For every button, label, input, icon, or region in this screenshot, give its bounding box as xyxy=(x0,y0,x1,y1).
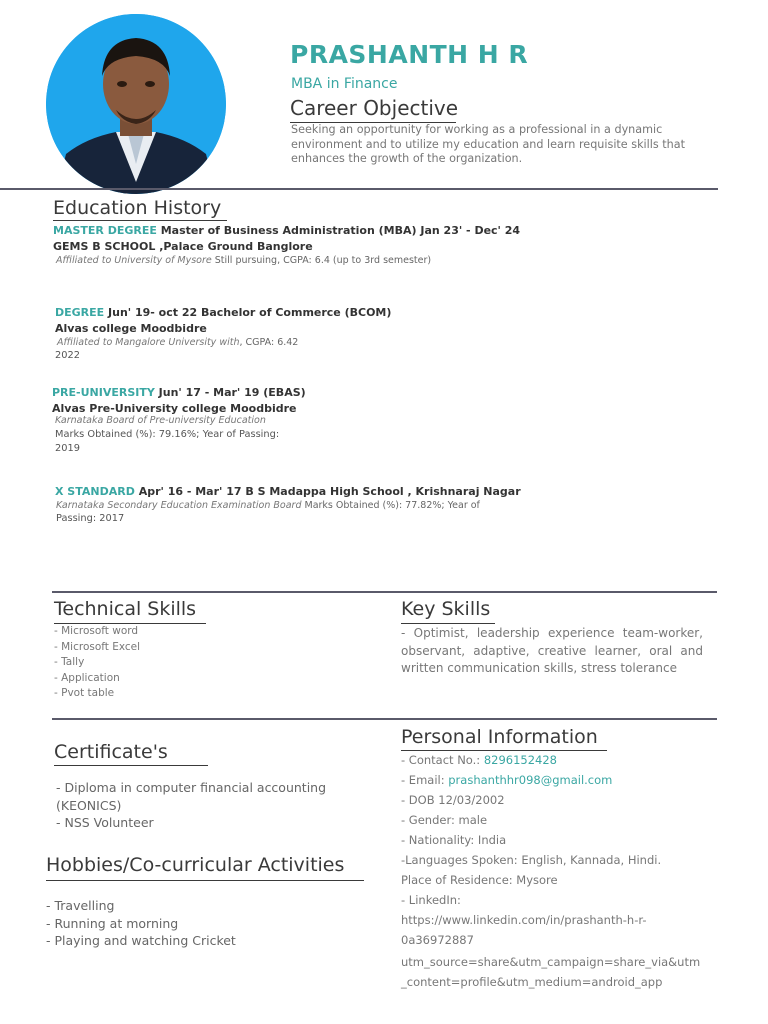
education-affiliation: Affiliated to Mangalore University with, CGPA: 6.42 xyxy=(57,337,299,348)
list-item: - Application xyxy=(54,671,120,684)
list-item: - Microsoft Excel xyxy=(54,640,141,653)
key-skills-underline xyxy=(401,623,495,624)
education-label: DEGREE xyxy=(55,306,105,319)
education-entry-degree-heading xyxy=(55,306,391,319)
skills-divider xyxy=(52,591,717,593)
education-label: MASTER DEGREE xyxy=(53,224,157,237)
key-skills-title: Key Skills xyxy=(401,598,491,620)
education-institution: Alvas college Moodbidre xyxy=(55,322,207,335)
education-affiliation: Karnataka Secondary Education Examination Board Marks Obtained (%): 77.82%; Year of xyxy=(56,500,480,511)
personal-info-title: Personal Information xyxy=(401,726,598,748)
education-marks: Marks Obtained (%): 79.16%; Year of Passing: xyxy=(55,429,280,440)
education-detail: Apr' 16 - Mar' 17 B S Madappa High School , Krishnaraj Nagar xyxy=(134,485,521,498)
career-objective-text: Seeking an opportunity for working as a professional in a dynamic environment and to utilize my education and learn requisite skills that enhances the growth of the organization. xyxy=(291,123,685,165)
list-item: - Running at morning xyxy=(46,915,179,931)
education-title-underline xyxy=(53,220,227,221)
dob: - DOB 12/03/2002 xyxy=(401,793,505,807)
personal-info-underline xyxy=(401,750,607,751)
certificates-list xyxy=(56,779,356,832)
list-item: - Travelling xyxy=(46,898,115,913)
email: - Email: prashanthhr098@gmail.com xyxy=(401,773,613,787)
bottom-divider xyxy=(52,718,717,720)
technical-skills-list xyxy=(54,624,140,702)
list-item: - NSS Volunteer xyxy=(56,815,154,830)
hobbies-list xyxy=(46,897,236,950)
education-year: 2022 xyxy=(55,350,80,361)
certificates-underline xyxy=(54,765,208,766)
contact-number: - Contact No.: 8296152428 xyxy=(401,753,557,767)
candidate-subtitle: MBA in Finance xyxy=(291,76,398,92)
education-institution: Alvas Pre-University college Moodbidre xyxy=(52,402,297,415)
education-detail: Master of Business Administration (MBA) Jan 23' - Dec' 24 xyxy=(156,224,521,237)
list-item: - Tally xyxy=(54,656,85,668)
phone-link[interactable]: 8296152428 xyxy=(483,753,557,767)
email-link[interactable]: prashanthhr098@gmail.com xyxy=(448,773,613,787)
list-item: - Pvot table xyxy=(54,687,115,699)
education-year: Passing: 2017 xyxy=(56,513,125,524)
education-label: X STANDARD xyxy=(55,485,135,498)
career-objective-title: Career Objective xyxy=(290,96,459,120)
profile-photo xyxy=(46,14,226,194)
list-item: - Diploma in computer financial accounting (KEONICS) xyxy=(56,780,327,813)
header-divider xyxy=(0,188,718,190)
nationality: - Nationality: India xyxy=(401,833,507,847)
hobbies-title: Hobbies/Co-curricular Activities xyxy=(46,854,345,876)
languages: -Languages Spoken: English, Kannada, Hindi. xyxy=(401,853,662,867)
education-entry-master-heading xyxy=(53,224,520,237)
candidate-name: PRASHANTH H R xyxy=(290,40,529,69)
education-entry-pu-heading xyxy=(52,386,306,399)
linkedin-url-line[interactable]: utm_source=share&utm_campaign=share_via&utm xyxy=(401,955,701,969)
residence: Place of Residence: Mysore xyxy=(401,873,558,887)
education-entry-x-heading xyxy=(55,485,521,498)
education-institution: GEMS B SCHOOL ,Palace Ground Banglore xyxy=(53,240,313,253)
education-label: PRE-UNIVERSITY xyxy=(52,386,155,399)
certificates-title: Certificate's xyxy=(54,741,168,763)
linkedin-url-line[interactable]: 0a36972887 xyxy=(401,933,474,947)
linkedin-url-line[interactable]: _content=profile&utm_medium=android_app xyxy=(401,975,663,989)
key-skills-text: - Optimist, leadership experience team-worker, observant, adaptive, creative learner, oral and written communication skills, stress tolerance xyxy=(401,626,703,675)
hobbies-underline xyxy=(46,880,364,881)
education-affiliation: Affiliated to University of Mysore Still pursuing, CGPA: 6.4 (up to 3rd semester) xyxy=(56,255,432,266)
education-title: Education History xyxy=(53,197,222,219)
education-detail: Jun' 19- oct 22 Bachelor of Commerce (BCOM) xyxy=(104,306,392,319)
technical-skills-title: Technical Skills xyxy=(54,598,197,620)
education-year: 2019 xyxy=(55,443,80,454)
linkedin-url-line[interactable]: https://www.linkedin.com/in/prashanth-h-r- xyxy=(401,913,647,927)
list-item: - Microsoft word xyxy=(54,625,139,637)
education-affiliation: Karnataka Board of Pre-university Education xyxy=(55,415,266,426)
gender: - Gender: male xyxy=(401,813,488,827)
education-detail: Jun' 17 - Mar' 19 (EBAS) xyxy=(154,386,306,399)
list-item: - Playing and watching Cricket xyxy=(46,933,236,948)
person-silhouette-icon xyxy=(46,14,226,194)
linkedin-label: - LinkedIn: xyxy=(401,893,461,907)
